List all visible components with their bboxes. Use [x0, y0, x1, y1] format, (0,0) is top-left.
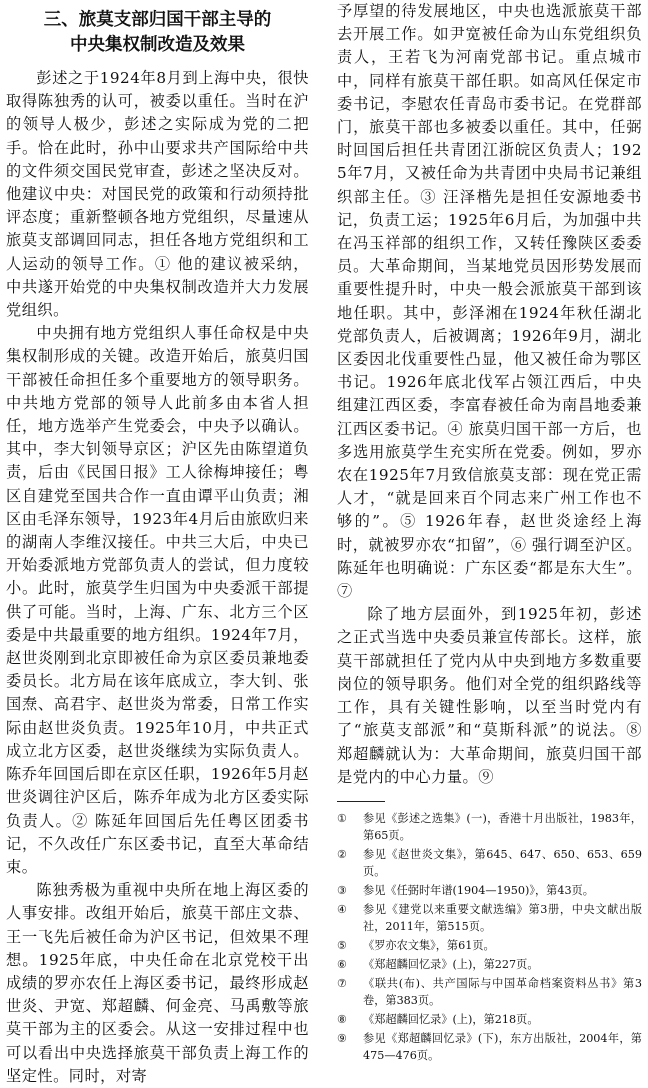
footnote-text: 参见《任弼时年谱(1904—1950)》，第43页。	[363, 883, 594, 897]
footnote-text: 《郑超麟回忆录》(上)，第227页。	[363, 957, 539, 971]
footnote-number: ②	[337, 847, 348, 861]
footnote	[337, 810, 642, 844]
footnote	[337, 1011, 642, 1028]
body-paragraph: 除了地方层面外，到1925年初，彭述之正式当选中央委员兼宣传部长。这样，旅莫干部就担任了党内从中央到地方多数重要岗位的领导职务。他们对全党的组织路线等工作，具有关键性影响，以至当时党内有了“旅莫支部派”和“莫斯科派”的说法。⑧ 郑超麟就认为：大革命期间，旅莫归国干部是党内的中心力量。⑨	[337, 605, 642, 786]
footnote	[337, 901, 642, 935]
footnote-number: ⑨	[337, 1031, 348, 1045]
footnote-text: 参见《赵世炎文集》，第645、647、650、653、659页。	[363, 847, 642, 878]
body-paragraph-continued: 予厚望的待发展地区，中央也选派旅莫干部去开展工作。如尹宽被任命为山东党组织负责人，王若飞为河南党部书记。重点城市中，同样有旅莫干部任职。如高风任保定市委书记，李慰农任青岛市委书记。在党群部门，旅莫干部也多被委以重任。其中，任弼时回国后担任共青团江浙皖区负责人；1925年7月，又被任命为共青团中央局书记兼组织部主任。③ 汪泽楷先是担任安源地委书记，负责工运；1925年6月后，为加强中共在冯玉祥部的组织工作，又转任豫陕区委委员。大革命期间，当某地党员因形势发展而重要性提升时，中央一般会派旅莫干部到该地任职。其中，彭泽湘在1924年秋任湖北党部负责人，后被调离；1926年9月，湖北区委因北伐重要性凸显，他又被任命为鄂区书记。1926年底北伐军占领江西后，中央组建江西区委，李富春被任命为南昌地委兼江西区委书记。④ 旅莫归国干部一方后，也多选用旅莫学生充实所在党委。例如，罗亦农在1925年7月致信旅莫支部：现在党正需人才，“就是回来百个同志来广州工作也不够的”。⑤ 1926年春，赵世炎途经上海时，就被罗亦农“扣留”，⑥ 强行调至沪区。陈延年也明确说：广东区委“都是东大生”。⑦	[337, 2, 642, 601]
section-heading	[6, 0, 309, 58]
footnote-text: 参见《建党以来重要文献选编》第3册，中央文献出版社，2011年，第515页。	[363, 902, 642, 933]
footnote	[337, 975, 642, 1009]
footnote-text: 参见《郑超麟回忆录》(下)，东方出版社，2004年，第475—476页。	[363, 1031, 642, 1062]
footnote-number: ⑤	[337, 938, 348, 952]
footnote	[337, 1030, 642, 1064]
footnote	[337, 937, 642, 954]
footnote	[337, 956, 642, 973]
footnote-list	[337, 810, 642, 1064]
footnote-text: 参见《彭述之选集》(一)，香港十月出版社，1983年，第65页。	[363, 811, 642, 842]
section-title-line-2: 中央集权制改造及效果	[70, 35, 245, 55]
footnote-separator	[337, 801, 385, 802]
body-paragraph: 彭述之于1924年8月到上海中央，很快取得陈独秀的认可，被委以重任。当时在沪的领导人极少，彭述之实际成为党的二把手。恰在此时，孙中山要求共产国际给中共的文件须交国民党审查，彭述之坚决反对。他建议中央：对国民党的政策和行动须持批评态度；重新整顿各地方党组织，尽量速从旅莫支部调回同志，担任各地方党组织和工人运动的领导工作。① 他的建议被采纳，中共遂开始党的中央集权制改造并大力发展党组织。	[6, 69, 309, 320]
footnote-text: 《联共(布)、共产国际与中国革命档案资料丛书》第3卷，第383页。	[363, 976, 642, 1007]
body-paragraph: 陈独秀极为重视中央所在地上海区委的人事安排。改组开始后，旅莫干部庄文恭、王一飞先后被任命为沪区书记，但效果不理想。1925年底，中央任命在北京党校干出成绩的罗亦农任上海区委书记，最终形成赵世炎、尹宽、郑超麟、何金亮、马禹敷等旅莫干部为主的区委会。从这一安排过程中也可以看出中央选择旅莫干部负责上海工作的坚定性。同时，对寄	[6, 881, 309, 1085]
footnote-number: ⑥	[337, 957, 348, 971]
section-title-line-1: 三、旅莫支部归国干部主导的	[43, 10, 272, 30]
footnote-text: 《郑超麟回忆录》(上)，第218页。	[363, 1012, 539, 1026]
footnote	[337, 846, 642, 880]
left-column	[6, 0, 309, 1088]
footnote-number: ③	[337, 883, 348, 897]
body-paragraph: 中央拥有地方党组织人事任命权是中央集权制形成的关键。改造开始后，旅莫归国干部被任命担任多个重要地方的领导职务。中共地方党部的领导人此前多由本省人担任，地方选举产生党委会，中央予以确认。其中，李大钊领导京区；沪区先由陈望道负责，后由《民国日报》工人徐梅坤接任；粤区自建党至国共合作一直由谭平山负责；湘区由毛泽东领导，1923年4月后由旅欧归来的湖南人李维汉接任。中共三大后，中央已开始委派地方党部负责人的尝试，但力度较小。此时，旅莫学生归国为中央委派干部提供了可能。当时，上海、广东、北方三个区委是中共最重要的地方组织。1924年7月，赵世炎刚到北京即被任命为京区委员兼地委委员长。北方局在该年底成立，李大钊、张国焘、高君宇、赵世炎为常委，日常工作实际由赵世炎负责。1925年10月，中共正式成立北方区委，赵世炎继续为实际负责人。陈乔年回国后即在京区任职，1926年5月赵世炎调往沪区后，陈乔年成为北方区委实际负责人。② 陈延年回国后先任粤区团委书记，不久改任广东区委书记，直至大革命结束。	[6, 324, 309, 876]
footnote	[337, 882, 642, 899]
footnote-number: ④	[337, 902, 348, 916]
footnote-number: ①	[337, 811, 348, 825]
footnote-number: ⑧	[337, 1012, 348, 1026]
footnote-text: 《罗亦农文集》，第61页。	[363, 938, 495, 952]
footnote-number: ⑦	[337, 976, 348, 990]
right-column	[337, 0, 642, 1066]
